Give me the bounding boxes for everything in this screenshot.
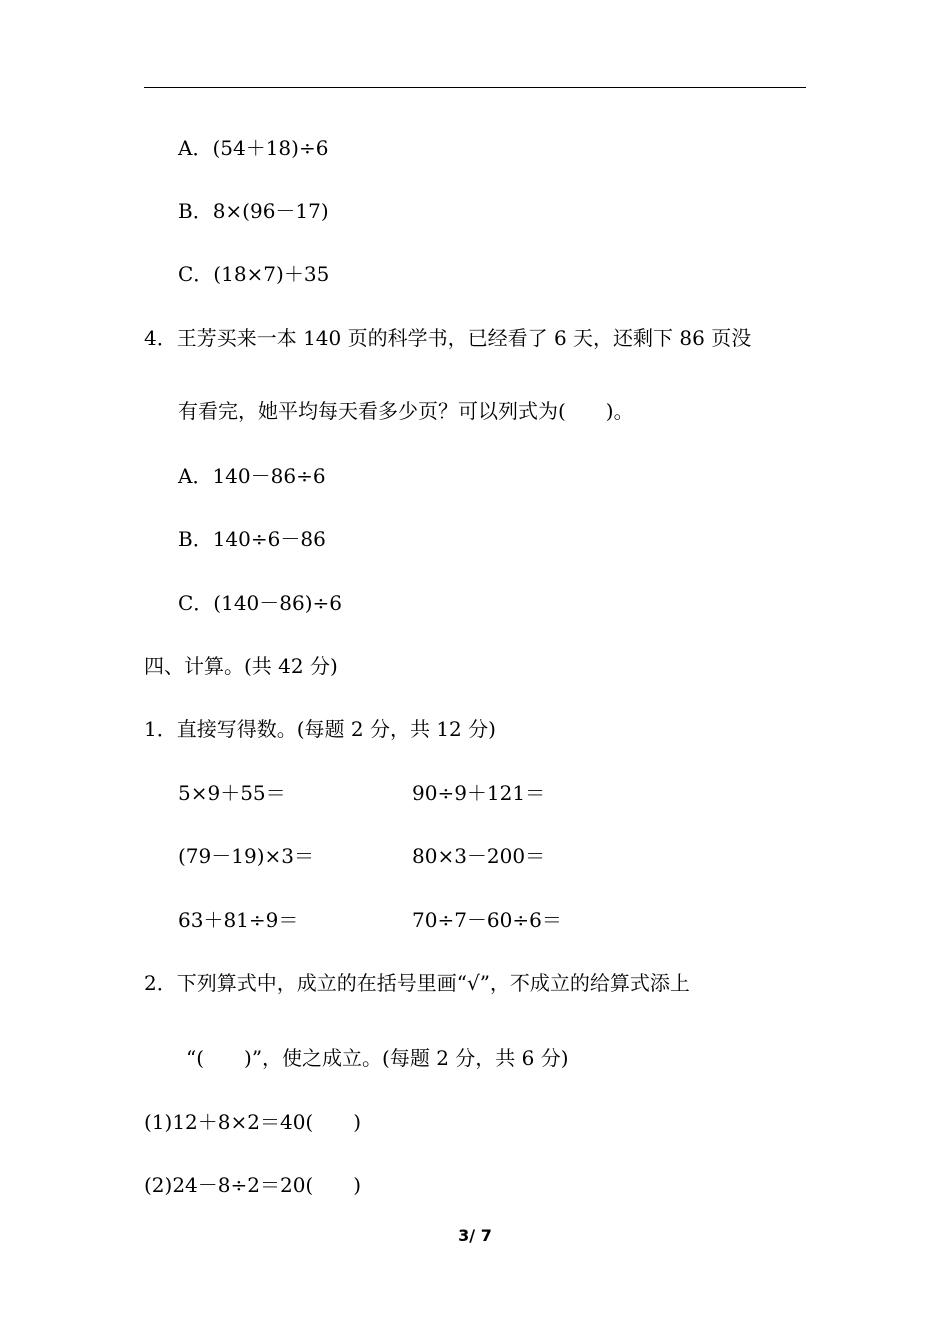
calc-item: 90÷9＋121＝ [412, 781, 546, 805]
calc-item: 63＋81÷9＝ [178, 908, 299, 932]
calc-item: (79－19)×3＝ [178, 844, 314, 868]
q4-option-b: B．140÷6－86 [178, 527, 326, 551]
calc-item: 5×9＋55＝ [178, 781, 286, 805]
s4-q1-title: 1．直接写得数。(每题 2 分，共 12 分) [144, 717, 496, 741]
q3-option-c: C．(18×7)＋35 [178, 262, 330, 286]
header-rule [144, 87, 806, 88]
q4-text-line2: 有看完，她平均每天看多少页？可以列式为( )。 [178, 399, 634, 423]
s4-q2-text-line1: 2．下列算式中，成立的在括号里画“√”，不成立的给算式添上 [144, 971, 690, 995]
q4-option-c: C．(140－86)÷6 [178, 591, 343, 615]
q4-option-a: A．140－86÷6 [178, 464, 326, 488]
section4-title: 四、计算。(共 42 分) [144, 654, 338, 678]
s4-q2-item-2: (2)24－8÷2＝20( ) [144, 1173, 362, 1197]
s4-q2-item-1: (1)12＋8×2＝40( ) [144, 1110, 362, 1134]
page-number: 3/ 7 [458, 1226, 492, 1245]
s4-q2-text-line2: “( )”，使之成立。(每题 2 分，共 6 分) [186, 1046, 569, 1070]
q3-option-b: B．8×(96－17) [178, 199, 329, 223]
calc-item: 80×3－200＝ [412, 844, 546, 868]
q3-option-a: A．(54＋18)÷6 [178, 136, 329, 160]
calc-item: 70÷7－60÷6＝ [412, 908, 562, 932]
q4-text-line1: 4．王芳买来一本 140 页的科学书，已经看了 6 天，还剩下 86 页没 [144, 326, 752, 350]
